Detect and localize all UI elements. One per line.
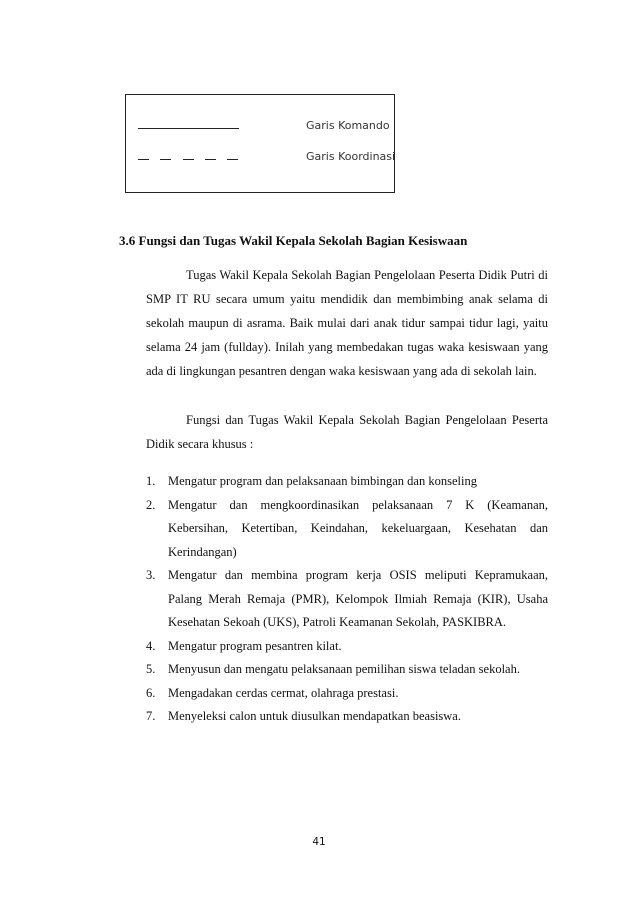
list-text: Mengatur program pesantren kilat. — [168, 638, 342, 653]
list-text: Mengatur dan mengkoordinasikan pelaksanaan 7 K (Keamanan, Kebersihan, Ketertiban, Keindahan, kekeluargaan, Kesehatan dan Kerindangan) — [168, 497, 548, 559]
legend-row-command — [126, 119, 394, 139]
paragraph-text: Fungsi dan Tugas Wakil Kepala Sekolah Bagian Pengelolaan Peserta Didik secara khusus : — [146, 413, 548, 451]
list-number: 6. — [146, 685, 156, 700]
list-item — [146, 658, 548, 682]
list-text: Mengatur program dan pelaksanaan bimbingan dan konseling — [168, 474, 477, 488]
list-item — [146, 635, 548, 659]
dash-segment — [205, 159, 216, 160]
list-number: 3. — [146, 568, 156, 582]
list-text: Mengadakan cerdas cermat, olahraga prestasi. — [168, 685, 399, 700]
list-item — [146, 494, 548, 565]
dash-segment — [183, 159, 194, 160]
list-item — [146, 682, 548, 706]
list-text: Menyusun dan mengatu pelaksanaan pemilihan siswa teladan sekolah. — [168, 662, 520, 676]
dash-segment — [138, 159, 149, 160]
list-item — [146, 564, 548, 635]
solid-line-sample — [138, 128, 239, 129]
legend-row-coordination — [126, 150, 394, 170]
legend-label-command: Garis Komando — [306, 119, 390, 132]
legend-label-coordination: Garis Koordinasi — [306, 150, 396, 163]
paragraph-text: Tugas Wakil Kepala Sekolah Bagian Pengelolaan Peserta Didik Putri di SMP IT RU secara umum yaitu mendidik dan membimbing anak selama di sekolah maupun di asrama. Baik mulai dari anak tidur sampai tidur lagi, yaitu selama 24 jam (fullday). Inilah yang membedakan tugas waka kesiswaan yang ada di lingkungan pesantren dengan waka kesiswaan yang ada di sekolah lain. — [146, 268, 548, 378]
chart-legend-box — [125, 94, 395, 193]
paragraph-specific-intro — [146, 408, 548, 456]
dash-segment — [227, 159, 238, 160]
list-number: 1. — [146, 474, 156, 488]
paragraph-general-duties — [146, 263, 548, 383]
list-text: Menyeleksi calon untuk diusulkan mendapatkan beasiswa. — [168, 709, 461, 723]
list-item — [146, 470, 548, 494]
list-number: 5. — [146, 662, 156, 676]
dash-segment — [160, 159, 171, 160]
section-heading: 3.6 Fungsi dan Tugas Wakil Kepala Sekolah Bagian Kesiswaan — [119, 233, 468, 248]
list-number: 7. — [146, 709, 156, 723]
duties-list — [146, 470, 548, 729]
page-number: 41 — [312, 836, 326, 848]
list-number: 2. — [146, 497, 156, 512]
list-number: 4. — [146, 638, 156, 653]
list-text: Mengatur dan membina program kerja OSIS meliputi Kepramukaan, Palang Merah Remaja (PMR), Kelompok Ilmiah Remaja (KIR), Usaha Kesehatan Sekoah (UKS), Patroli Keamanan Sekolah, PASKIBRA. — [168, 568, 548, 629]
list-item — [146, 705, 548, 729]
